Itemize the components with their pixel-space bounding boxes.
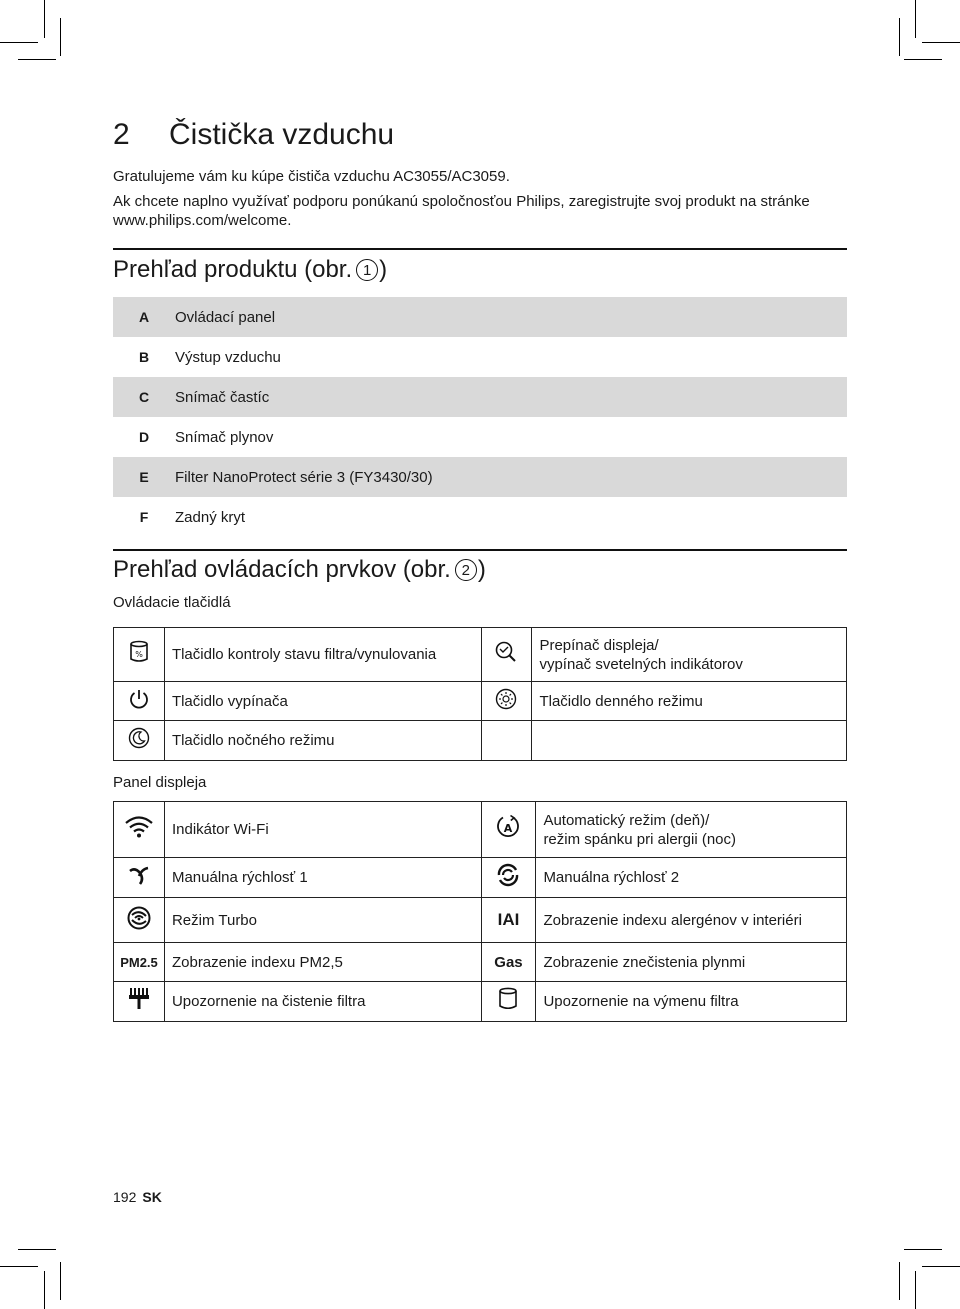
display-label: Manuálna rýchlosť 1 — [164, 858, 481, 898]
table-row — [114, 628, 847, 682]
display-light-icon — [494, 640, 518, 664]
display-label: Režim Turbo — [164, 898, 481, 943]
crop-mark — [60, 18, 61, 56]
iai-icon: IAI — [497, 910, 520, 929]
figure-number-badge: 2 — [455, 559, 477, 581]
night-mode-icon — [127, 726, 151, 750]
table-row — [114, 982, 847, 1022]
item-label: Snímač plynov — [175, 428, 274, 446]
table-row — [114, 898, 847, 943]
buttons-table — [113, 627, 847, 761]
figure-number-badge: 1 — [356, 259, 378, 281]
item-label: Ovládací panel — [175, 308, 276, 326]
item-letter: D — [138, 429, 150, 445]
display-label-line: režim spánku pri alergii (noc) — [543, 830, 737, 848]
item-letter: E — [139, 469, 149, 485]
display-label: Zobrazenie indexu PM2,5 — [164, 943, 481, 982]
crop-mark — [922, 1266, 960, 1267]
controls-overview-title — [113, 556, 486, 584]
crop-mark — [60, 1262, 61, 1300]
crop-mark — [915, 1271, 916, 1309]
table-row — [114, 943, 847, 982]
button-label: Tlačidlo vypínača — [164, 682, 481, 721]
item-letter: C — [138, 389, 150, 405]
list-item — [113, 377, 847, 417]
wifi-icon — [124, 815, 154, 839]
crop-mark — [915, 0, 916, 38]
display-label: Indikátor Wi-Fi — [164, 802, 481, 858]
table-row — [114, 858, 847, 898]
display-label: Upozornenie na výmenu filtra — [536, 982, 847, 1022]
controls-overview-title-text: Prehľad ovládacích prvkov (obr. — [113, 556, 451, 583]
button-label: Tlačidlo kontroly stavu filtra/vynulovania — [164, 628, 481, 682]
item-label: Filter NanoProtect série 3 (FY3430/30) — [175, 468, 433, 486]
filter-clean-icon — [126, 986, 152, 1012]
crop-mark — [0, 1266, 38, 1267]
list-item — [113, 417, 847, 457]
product-overview-title-text: Prehľad produktu (obr. — [113, 256, 353, 283]
list-item — [113, 337, 847, 377]
page-footer — [113, 1189, 162, 1205]
title-close-paren: ) — [477, 556, 486, 583]
list-item — [113, 497, 847, 537]
intro-paragraph-2: Ak chcete naplno využívať podporu ponúkanú spoločnosťou Philips, zaregistrujte svoj produkt na stránke www.philips.com/welcome. — [113, 193, 810, 229]
crop-mark — [44, 0, 45, 38]
speed-2-icon — [495, 862, 521, 888]
page-number: 192 — [113, 1189, 137, 1205]
day-mode-icon — [494, 687, 518, 711]
item-label: Zadný kryt — [175, 508, 246, 526]
item-label: Snímač častíc — [175, 388, 270, 406]
crop-mark — [899, 1262, 900, 1300]
intro-text — [113, 167, 848, 236]
display-label: Zobrazenie znečistenia plynmi — [536, 943, 847, 982]
crop-mark — [922, 42, 960, 43]
display-label: Upozornenie na čistenie filtra — [164, 982, 481, 1022]
chapter-heading: Čistička vzduchu — [169, 118, 395, 151]
filter-replace-icon — [497, 986, 519, 1012]
display-table — [113, 801, 847, 1022]
crop-mark — [904, 59, 942, 60]
button-label: Tlačidlo nočného režimu — [164, 721, 481, 761]
crop-mark — [0, 42, 38, 43]
section-divider — [113, 248, 847, 250]
table-row — [114, 682, 847, 721]
intro-paragraph-1: Gratulujeme vám ku kúpe čističa vzduchu AC3055/AC3059. — [113, 168, 510, 185]
display-label: Manuálna rýchlosť 2 — [536, 858, 847, 898]
display-label: Zobrazenie indexu alergénov v interiéri — [536, 898, 847, 943]
display-label — [536, 802, 847, 858]
turbo-icon — [126, 905, 152, 931]
table-row — [114, 721, 847, 761]
item-label: Výstup vzduchu — [175, 348, 281, 366]
crop-mark — [44, 1271, 45, 1309]
power-icon — [128, 688, 150, 710]
filter-reset-icon — [128, 640, 150, 664]
buttons-caption: Ovládacie tlačidlá — [113, 594, 231, 611]
display-caption: Panel displeja — [113, 774, 207, 791]
item-letter: F — [139, 509, 149, 525]
item-letter: A — [138, 309, 150, 325]
chapter-title — [113, 118, 394, 152]
empty-cell — [532, 721, 847, 761]
chapter-number: 2 — [113, 118, 130, 151]
product-overview-title — [113, 256, 387, 284]
list-item — [113, 457, 847, 497]
display-label-line: Automatický režim (deň)/ — [543, 811, 710, 829]
button-label: Tlačidlo denného režimu — [532, 682, 847, 721]
speed-1-icon — [126, 862, 152, 888]
crop-mark — [904, 1249, 942, 1250]
button-label-line: Prepínač displeja/ — [539, 636, 659, 654]
section-divider — [113, 549, 847, 551]
language-code: SK — [142, 1189, 162, 1205]
svg-text:A: A — [504, 822, 513, 835]
item-letter: B — [138, 349, 150, 365]
svg-text:%: % — [135, 650, 143, 659]
list-item — [113, 297, 847, 337]
pm25-icon: PM2.5 — [120, 954, 158, 970]
button-label — [532, 628, 847, 682]
crop-mark — [18, 1249, 56, 1250]
product-overview-list — [113, 297, 847, 537]
empty-cell — [481, 721, 532, 761]
crop-mark — [18, 59, 56, 60]
button-label-line: vypínač svetelných indikátorov — [539, 655, 743, 673]
crop-mark — [899, 18, 900, 56]
title-close-paren: ) — [379, 256, 388, 283]
gas-icon: Gas — [494, 953, 523, 971]
auto-mode-icon — [495, 814, 521, 840]
table-row — [114, 802, 847, 858]
